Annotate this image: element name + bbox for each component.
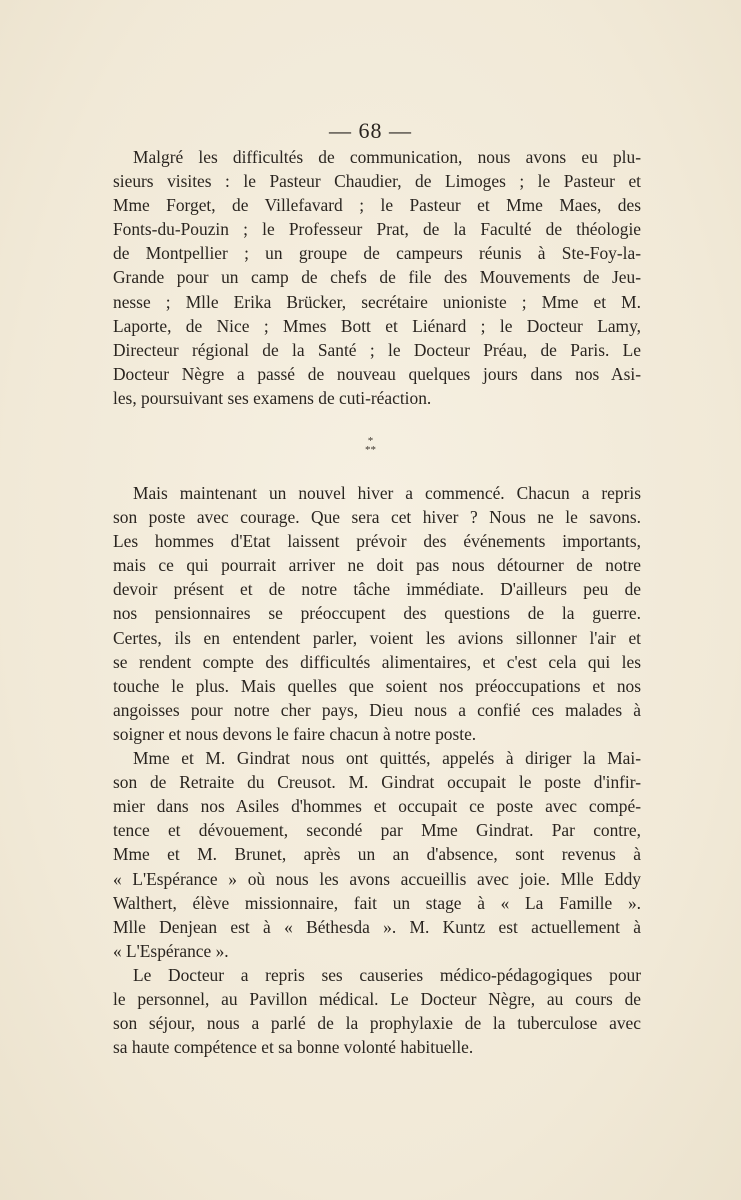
text-line: angoisses pour notre cher pays, Dieu nous a confié ces malades à [113,699,641,720]
page-number: — 68 — [329,118,412,143]
text-line: le personnel, au Pavillon médical. Le Docteur Nègre, au cours de [113,988,641,1009]
text-line: Le Docteur a repris ses causeries médico-pédagogiques pour [133,964,641,985]
text-line: tence et dévouement, secondé par Mme Gindrat. Par contre, [113,820,641,841]
text-line: Fonts-du-Pouzin ; le Professeur Prat, de la Faculté de théologie [113,219,641,240]
text-line: les, poursuivant ses examens de cuti-réaction. [113,387,432,408]
text-line: nos pensionnaires se préoccupent des questions de la guerre. [113,603,641,624]
text-line: Mais maintenant un nouvel hiver a commencé. Chacun a repris [133,483,641,503]
text-line: mais ce qui pourrait arriver ne doit pas nous détourner de notre [113,555,641,576]
text-line: Grande pour un camp de chefs de file des Mouvements de Jeu- [113,267,641,288]
text-line: mier dans nos Asiles d'hommes et occupait ce poste avec compé- [113,796,641,817]
text-line: Les hommes d'Etat laissent prévoir des événements importants, [113,531,641,552]
text-line: Docteur Nègre a passé de nouveau quelques jours dans nos Asi- [113,363,641,384]
text-line: « L'Espérance ». [113,940,229,961]
text-line: Malgré les difficultés de communication, nous avons eu plu- [133,147,641,167]
text-line: Mme et M. Brunet, après un an d'absence, sont revenus à [113,844,641,865]
text-line: son de Retraite du Creusot. M. Gindrat occupait le poste d'infir- [113,772,641,793]
asterism-bottom: ** [365,444,376,456]
text-line: sa haute compétence et sa bonne volonté habituelle. [113,1037,474,1058]
text-line: se rendent compte des difficultés alimentaires, et c'est cela qui les [113,651,641,672]
text-line: Laporte, de Nice ; Mmes Bott et Liénard ; le Docteur Lamy, [113,315,641,336]
section-winter [113,481,641,1059]
text-line: Certes, ils en entendent parler, voient les avions sillonner l'air et [113,627,641,648]
text-line: de Montpellier ; un groupe de campeurs réunis à Ste-Foy-la- [113,243,641,264]
paragraph-visitors [113,145,641,410]
text-line: Mme Forget, de Villefavard ; le Pasteur et Mme Maes, des [113,195,641,216]
text-line: soigner et nous devons le faire chacun à notre poste. [113,723,477,744]
text-line: « L'Espérance » où nous les avons accueillis avec joie. Mlle Eddy [113,868,641,889]
text-line: touche le plus. Mais quelles que soient nos préoccupations et nos [113,675,641,696]
asterism-top: * [367,435,374,447]
text-line: sieurs visites : le Pasteur Chaudier, de Limoges ; le Pasteur et [113,171,641,192]
text-line: Mlle Denjean est à « Béthesda ». M. Kuntz est actuellement à [113,916,641,937]
text-line: Walthert, élève missionnaire, fait un stage à « La Famille ». [113,892,641,913]
text-line: nesse ; Mlle Erika Brücker, secrétaire unioniste ; Mme et M. [113,291,641,312]
asterism-separator [0,437,741,455]
text-line: Directeur régional de la Santé ; le Docteur Préau, de Paris. Le [113,339,641,360]
text-line: son poste avec courage. Que sera cet hiver ? Nous ne le savons. [113,507,641,528]
text-line: Mme et M. Gindrat nous ont quittés, appelés à diriger la Mai- [133,748,641,769]
text-line: devoir présent et de notre tâche immédiate. D'ailleurs peu de [113,579,641,600]
text-line: son séjour, nous a parlé de la prophylaxie de la tuberculose avec [113,1013,641,1034]
